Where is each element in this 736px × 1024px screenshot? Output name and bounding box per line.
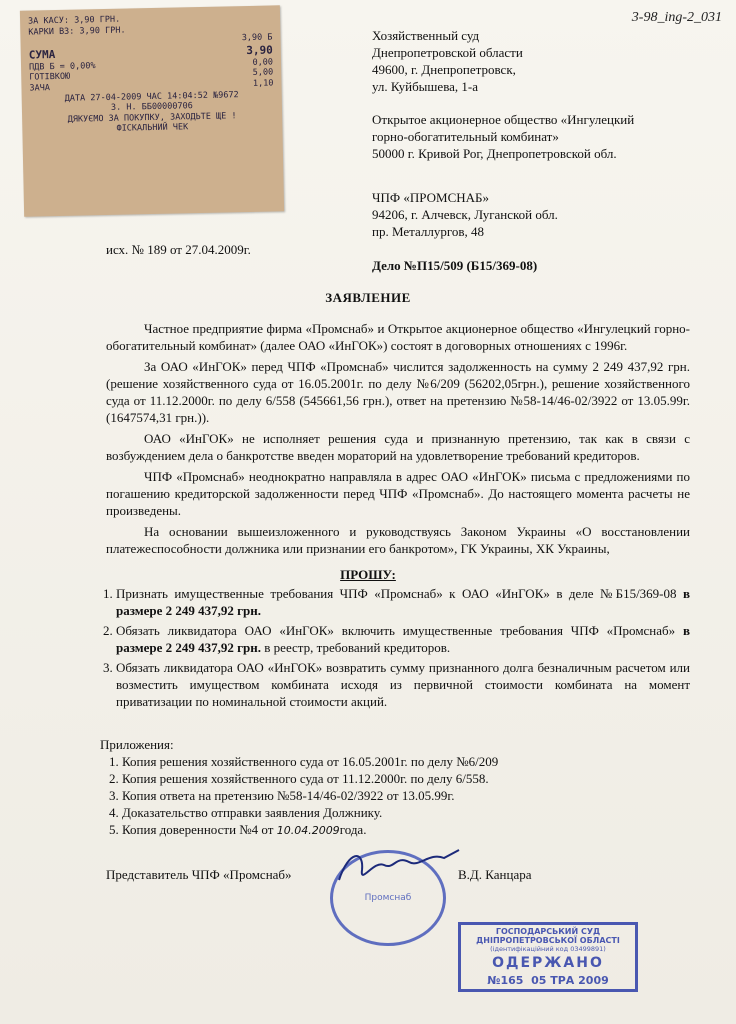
document-title: ЗАЯВЛЕНИЕ [325,290,411,305]
receipt-row-label: ЗАЧА [29,83,51,94]
signer-name: В.Д. Канцара [458,867,532,882]
debtor-line: горно-обогатительный комбинат» [372,129,559,144]
receipt-row-label: ГОТІВКОЮ [29,71,71,83]
cash-receipt [20,5,284,216]
request-item: 3. Обязать ликвидатора ОАО «ИнГОК» возвратить сумму признанного долга безналичным расчетом или возместить имуществом комбината исходя из первичной стоимости комбината на момент приватизации по номинальной стоимости акций. [116,659,690,710]
court-stamp-date: №165 05 ТРА 2009 [487,974,609,987]
body-paragraph: Частное предприятие фирма «Промснаб» и Открытое акционерное общество «Ингулецкий горно-обогатительный комбинат» (далее ОАО «ИнГОК») состоят в договорных отношениях с 1996г. [106,321,690,353]
addressee-block [372,27,523,95]
representative-label: Представитель ЧПФ «Промснаб» [106,867,292,882]
receipt-line-label: КАРКИ ВЗ: 3,90 ГРН. [28,25,126,38]
creditor-line: пр. Металлургов, 48 [372,224,484,239]
receipt-row-label: ПДВ Б = 0,00% [28,60,96,73]
debtor-block [372,111,634,162]
annex-block [100,736,498,839]
receipt-thanks: ДЯКУЄМО ЗА ПОКУПКУ, ЗАХОДЬТЕ ЩЕ ! [67,110,237,125]
body-paragraph: На основании вышеизложенного и руководствуясь Законом Украины «О восстановлении платежеспособности должника или признании его банкротом», ГК Украины, ХК Украины, [106,524,690,556]
request-item: 2. Обязать ликвидатора ОАО «ИнГОК» включить имущественные требования ЧПФ «Промснаб» в размере 2 249 437,92 грн. в реестр, требований кредиторов. [116,622,690,656]
receipt-row-value: 5,00 [252,67,274,79]
company-round-stamp: Промснаб [330,850,446,946]
receipt-rows [29,57,274,94]
receipt-sum-value: 3,90 [246,43,273,57]
body-paragraph: За ОАО «ИнГОК» перед ЧПФ «Промснаб» числится задолженность на сумму 2 249 437,92 грн. (решение хозяйственного суда от 16.05.2001г. по делу №6/209 (56202,05грн.), решение хозяйственного суда от 11.12.2000г. по делу 6/558 (545661,56 грн.), ответ на претензию №58-14/46-02/3922 от 13.05.99г. (1647574,31 грн.)). [106,359,690,425]
request-item: 1. Признать имущественные требования ЧПФ «Промснаб» к ОАО «ИнГОК» в деле №Б15/369-08 в размере 2 249 437,92 грн. [116,585,690,619]
addressee-line: Хозяйственный суд [372,28,480,43]
court-received-stamp [458,922,638,992]
receipt-fiscal: ФІСКАЛЬНИЙ ЧЕК [116,122,189,135]
receipt-header-lines [28,11,273,48]
body-paragraph: ЧПФ «Промснаб» неоднократно направляла в адрес ОАО «ИнГОК» письма с предложениями по погашению кредиторской задолженности перед ЧПФ «Промснаб». До настоящего момента расчеты не произведены. [106,469,690,518]
body-paragraph: ОАО «ИнГОК» не исполняет решения суда и признанную претензию, так как в связи с возбуждением дела о банкротстве введен мораторий на удовлетворение требований кредиторов. [106,431,690,463]
document-id: 3-98_ing-2_031 [631,10,722,25]
request-list [96,585,690,713]
creditor-block [372,189,558,240]
annex-item: 1. Копия решения хозяйственного суда от 16.05.2001г. по делу №6/209 [122,753,498,770]
outgoing-number: исх. № 189 от 27.04.2009г. [106,242,251,257]
annex-item: 2. Копия решения хозяйственного суда от 11.12.2000г. по делу 6/558. [122,770,498,787]
handwritten-date: 10.04.2009 [276,824,340,837]
receipt-line-value: 3,90 Б [241,32,273,44]
annex-item: 5. Копия доверенности №4 от 10.04.2009года. [122,821,498,839]
annex-item: 4. Доказательство отправки заявления Должнику. [122,804,498,821]
receipt-row-value: 0,00 [252,57,274,68]
creditor-line: 94206, г. Алчевск, Луганской обл. [372,207,558,222]
receipt-id: З. Н. ББ00000706 [110,101,193,113]
addressee-line: Днепропетровской области [372,45,523,60]
receipt-line-label: ЗА КАСУ: 3,90 ГРН. [27,14,121,27]
court-stamp-code: (ідентифікаційний код 03499891) [490,945,606,953]
document-body [106,320,690,561]
court-stamp-received: ОДЕРЖАНО [492,955,604,971]
annex-item: 3. Копия ответа на претензию №58-14/46-02/3922 от 13.05.99г. [122,787,498,804]
case-number: Дело №П15/509 (Б15/369-08) [372,258,538,273]
receipt-row-value: 1,10 [252,78,274,89]
handwritten-signature [334,840,464,900]
court-stamp-name: ГОСПОДАРСЬКИЙ СУД ДНІПРОПЕТРОВСЬКОЇ ОБЛАСТІ [476,927,620,945]
receipt-date: ДАТА 27-04-2009 ЧАС 14:04:52 №9672 [64,89,239,104]
addressee-line: ул. Куйбышева, 1-а [372,79,479,94]
receipt-sum-label: СУМА [28,47,56,62]
addressee-line: 49600, г. Днепропетровск, [372,62,516,77]
annex-title: Приложения: [100,737,174,752]
request-heading: ПРОШУ: [340,567,396,582]
debtor-line: Открытое акционерное общество «Ингулецкий [372,112,635,127]
creditor-line: ЧПФ «ПРОМСНАБ» [372,190,489,205]
debtor-line: 50000 г. Кривой Рог, Днепропетровской обл. [372,146,617,161]
